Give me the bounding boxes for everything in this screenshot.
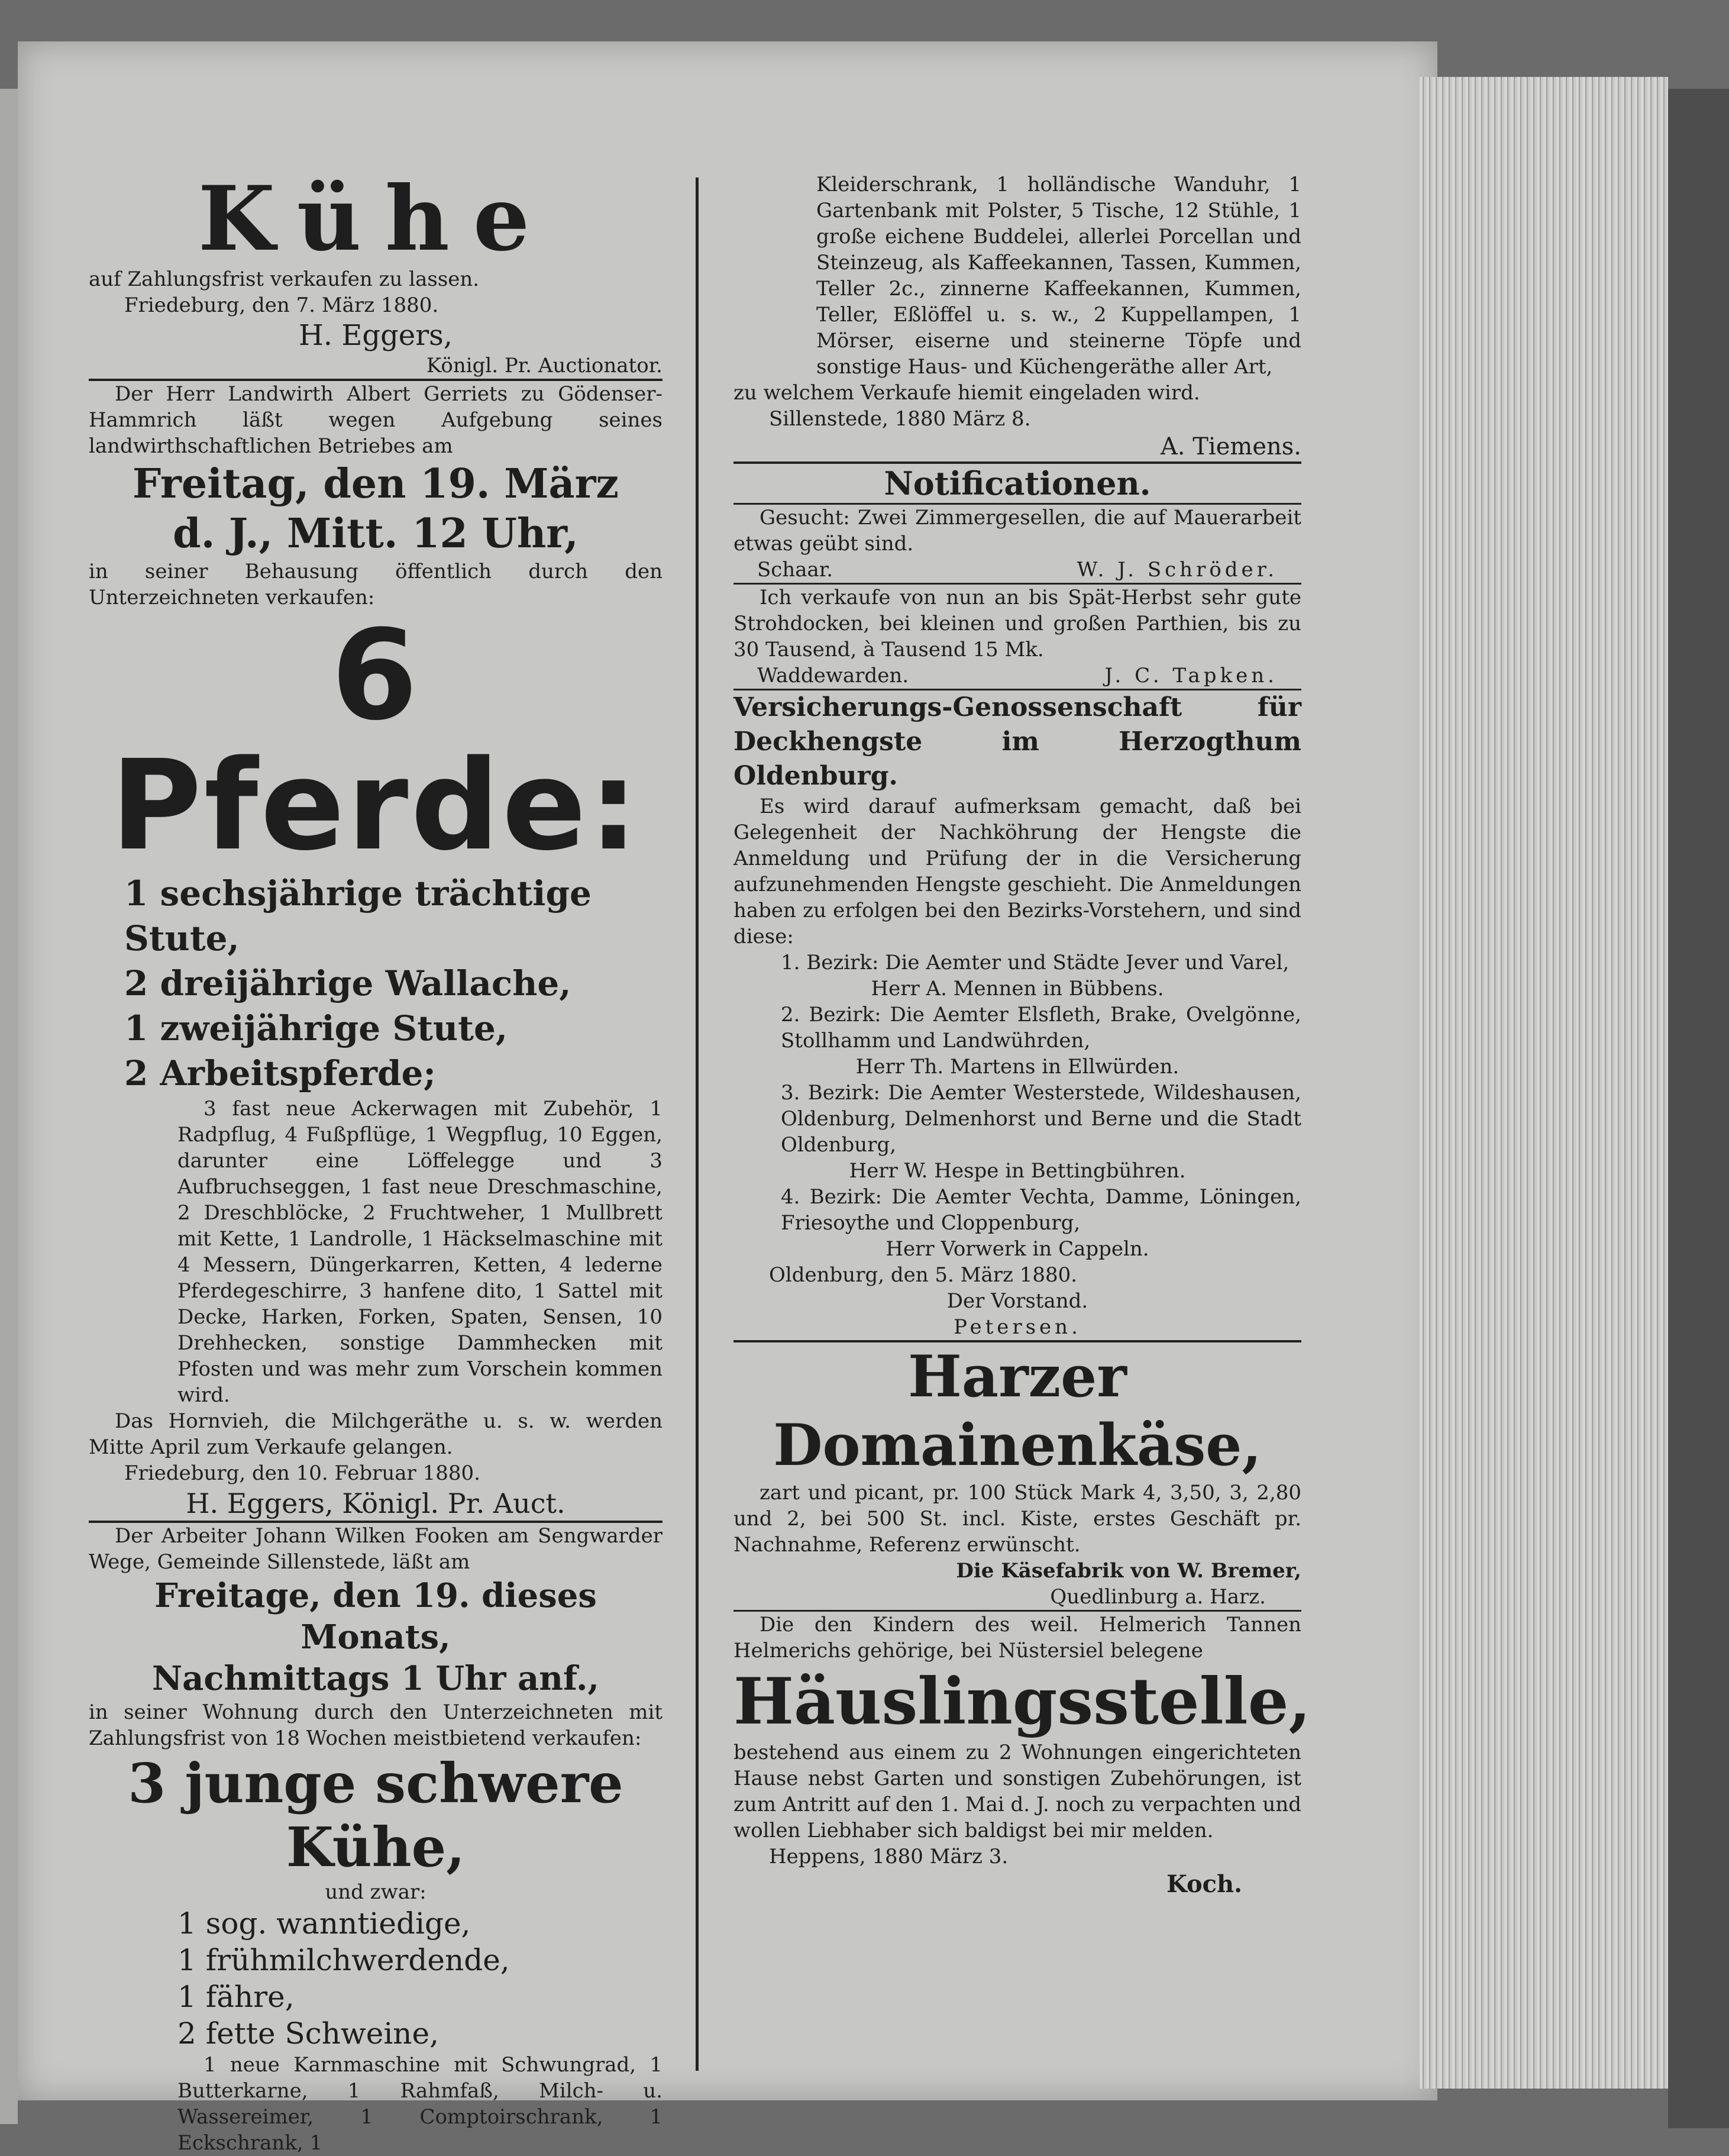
section-title-versicherung: Versicherungs-Genossenschaft für Deckhengste im Herzogthum Oldenburg. <box>733 692 1301 791</box>
list-item: 2 dreijährige Wallache, <box>124 963 571 1003</box>
text: Oldenburg, den 5. März 1880. <box>769 1263 1078 1287</box>
text: Sillenstede, 1880 März 8. <box>769 407 1031 431</box>
column-divider <box>696 177 699 2071</box>
text: auf Zahlungsfrist verkaufen zu lassen. <box>89 267 480 291</box>
left-column <box>89 167 662 2156</box>
district-head: Herr Th. Martens in Ellwürden. <box>855 1055 1179 1079</box>
text: Kleiderschrank, 1 holländische Wanduhr, 1 Gartenbank mit Polster, 5 Tische, 12 Stühle, 1 große eichene Buddelei, allerlei Porcellan und Steinzeug, als Kaffeekannen, Tassen, Kummen, Teller 2c., zinnerne Kaffeekannen, Kummen, Teller, Eßlöffel u. s. w., 2 Kuppellampen, 1 Mörser, eiserne und steinerne Töpfe und sonstige Haus- und Küchengeräthe aller Art, <box>816 173 1301 379</box>
text: zart und picant, pr. 100 Stück Mark 4, 3,50, 3, 2,80 und 2, bei 500 St. incl. Kiste, erstes Geschäft pr. Nachnahme, Referenz erwünscht. <box>733 1481 1301 1557</box>
district: 2. Bezirk: Die Aemter Elsfleth, Brake, Ovelgönne, Stollhamm und Landwührden, <box>781 1003 1301 1053</box>
signature: H. Eggers, Königl. Pr. Auct. <box>186 1487 565 1519</box>
place: Schaar. <box>757 558 833 582</box>
text: zu welchem Verkaufe hiemit eingeladen wird. <box>733 381 1200 405</box>
district: 3. Bezirk: Die Aemter Westerstede, Wildeshausen, Oldenburg, Delmenhorst und Berne und die Stadt Oldenburg, <box>781 1081 1301 1157</box>
list-item: 1 fähre, <box>177 1980 295 2014</box>
place: Quedlinburg a. Harz. <box>1050 1585 1266 1609</box>
book-spine <box>1668 89 1729 2128</box>
text: Der Arbeiter Johann Wilken Fooken am Sengwarder Wege, Gemeinde Sillenstede, läßt am <box>89 1524 662 1574</box>
list-item: 1 zweijährige Stute, <box>124 1008 508 1048</box>
district: 4. Bezirk: Die Aemter Vechta, Damme, Löningen, Friesoythe und Cloppenburg, <box>781 1185 1301 1235</box>
district-head: Herr Vorwerk in Cappeln. <box>885 1237 1149 1261</box>
text: in seiner Wohnung durch den Unterzeichneten mit Zahlungsfrist von 18 Wochen meistbietend verkaufen: <box>89 1700 662 1750</box>
signature: W. J. Schröder. <box>1077 558 1278 582</box>
text: bestehend aus einem zu 2 Wohnungen eingerichteten Hause nebst Garten und sonstigen Zubehörungen, ist zum Antritt auf den 1. Mai d. J. noch zu verpachten und wollen Liebhaber sich baldigst bei mir melden. <box>733 1741 1301 1842</box>
signature: J. C. Tapken. <box>1104 664 1278 688</box>
ad-title-haeuslingsstelle: Häuslingsstelle, <box>733 1664 1311 1739</box>
right-column <box>733 172 1311 1899</box>
text: Gesucht: Zwei Zimmergesellen, die auf Mauerarbeit etwas geübt sind. <box>733 506 1301 556</box>
text: Das Hornvieh, die Milchgeräthe u. s. w. werden Mitte April zum Verkaufe gelangen. <box>89 1409 662 1459</box>
ad-title-kuehe: Kühe <box>198 167 554 271</box>
list-item: 1 sog. wanntiedige, <box>177 1906 471 1941</box>
district: 1. Bezirk: Die Aemter und Städte Jever und Varel, <box>781 951 1290 974</box>
previous-page-edge <box>0 89 18 2124</box>
ad-title-pferde: 6 Pferde: <box>111 603 641 878</box>
signature-title: Königl. Pr. Auctionator. <box>426 354 662 377</box>
text: Heppens, 1880 März 3. <box>769 1845 1009 1868</box>
sale-time: Nachmittags 1 Uhr anf., <box>151 1659 600 1698</box>
place: Waddewarden. <box>757 664 909 688</box>
signature: A. Tiemens. <box>1160 433 1301 460</box>
text: Die den Kindern des weil. Helmerich Tannen Helmerichs gehörige, bei Nüstersiel belegene <box>733 1613 1301 1663</box>
list-item: 1 frühmilchwerdende, <box>177 1943 510 1977</box>
signature-line <box>733 663 1301 689</box>
text: 1 neue Karnmaschine mit Schwungrad, 1 Butterkarne, 1 Rahmfaß, Milch- u. Wassereimer, 1 Comptoirschrank, 1 Eckschrank, 1 <box>177 2053 662 2155</box>
auction-time: d. J., Mitt. 12 Uhr, <box>173 510 579 557</box>
signature: Koch. <box>1166 1870 1242 1898</box>
district-head: Herr W. Hespe in Bettingbühren. <box>849 1159 1186 1183</box>
sale-date: Freitage, den 19. dieses Monats, <box>154 1576 597 1657</box>
section-title-notificationen: Notificationen. <box>884 464 1151 502</box>
text: Es wird darauf aufmerksam gemacht, daß bei Gelegenheit der Nachköhrung der Hengste die Anmeldung und Prüfung der in die Versicherung aufzunehmenden Hengste geschieht. Die Anmeldungen haben zu erfolgen bei den Bezirks-Vorstehern, und sind diese: <box>733 795 1301 948</box>
ad-title-harzer: Harzer Domainenkäse, <box>773 1343 1262 1479</box>
text: 3 fast neue Ackerwagen mit Zubehör, 1 Radpflug, 4 Fußpflüge, 1 Wegpflug, 10 Eggen, darunter eine Löffelegge und 3 Aufbruchseggen, 1 fast neue Dreschmaschine, 2 Dreschblöcke, 2 Fruchtweher, 1 Mullbrett mit Kette, 1 Landrolle, 1 Häckselmaschine mit 4 Messern, Düngerkarren, Ketten, 4 lederne Pferdegeschirre, 3 hanfene dito, 1 Sattel mit Decke, Harken, Forken, Spaten, Sensen, 10 Drehhecken, sonstige Dammhecken mit Pfosten und was mehr zum Vorschein kommen wird. <box>177 1097 662 1407</box>
text: und zwar: <box>325 1880 426 1904</box>
signature-line <box>733 557 1301 583</box>
auction-date: Freitag, den 19. März <box>132 460 619 508</box>
district-head: Herr A. Mennen in Bübbens. <box>871 977 1164 1000</box>
book-page-edges <box>1420 77 1668 2089</box>
signature: Die Käsefabrik von W. Bremer, <box>956 1559 1301 1583</box>
text: in seiner Behausung öffentlich durch den Unterzeichneten verkaufen: <box>89 560 662 609</box>
text: Der Herr Landwirth Albert Gerriets zu Gödenser-Hammrich läßt wegen Aufgebung seines landwirthschaftlichen Betriebes am <box>89 382 662 458</box>
ad-title-junge-kuehe: 3 junge schwere Kühe, <box>128 1751 623 1879</box>
signature: H. Eggers, <box>298 319 453 352</box>
list-item: 1 sechsjährige trächtige Stute, <box>124 873 592 958</box>
list-item: 2 Arbeitspferde; <box>124 1053 436 1093</box>
text: Friedeburg, den 7. März 1880. <box>124 293 439 317</box>
text: Der Vorstand. <box>946 1289 1088 1313</box>
list-item: 2 fette Schweine, <box>177 2016 439 2051</box>
signature: Petersen. <box>954 1315 1081 1339</box>
text: Friedeburg, den 10. Februar 1880. <box>124 1461 480 1485</box>
text: Ich verkaufe von nun an bis Spät-Herbst sehr gute Strohdocken, bei kleinen und großen Parthien, bis zu 30 Tausend, à Tausend 15 Mk. <box>733 586 1301 661</box>
